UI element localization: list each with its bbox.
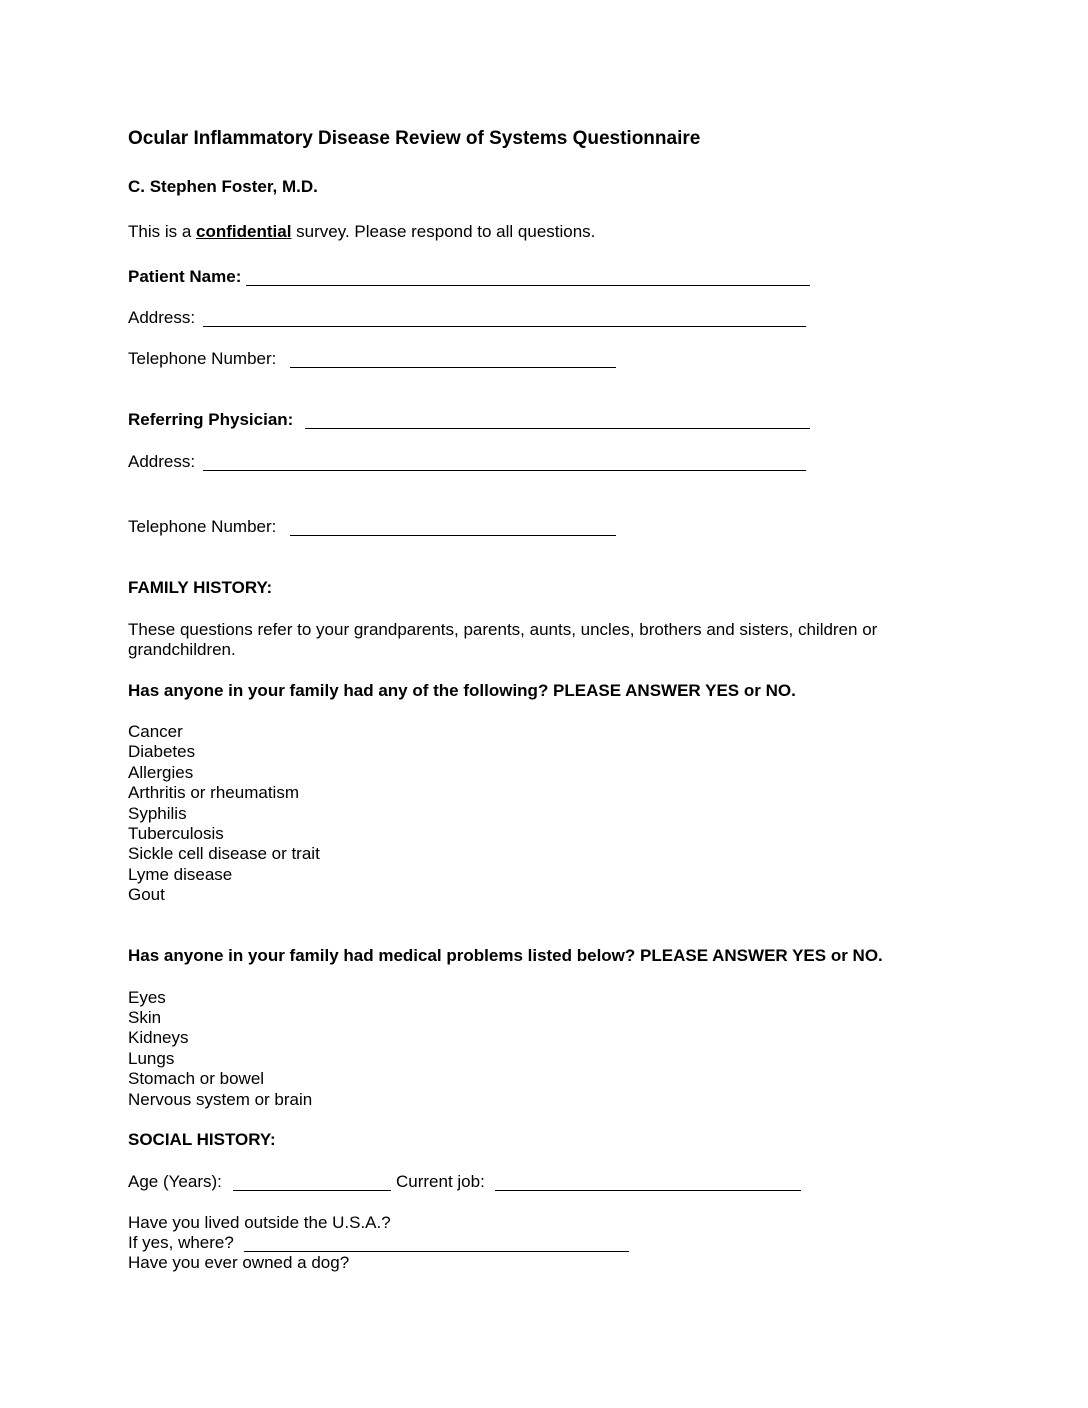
physician-address-label: Address:: [128, 452, 196, 471]
organ-item: Kidneys: [128, 1028, 189, 1047]
condition-item: Sickle cell disease or trait: [128, 844, 320, 863]
condition-item: Allergies: [128, 763, 194, 782]
patient-phone-label: Telephone Number:: [128, 349, 277, 368]
family-question-2: Has anyone in your family had medical problems listed below? PLEASE ANSWER YES or NO.: [128, 946, 883, 965]
author-name: C. Stephen Foster, M.D.: [128, 177, 318, 196]
patient-phone-field[interactable]: [290, 367, 616, 368]
job-label: Current job:: [396, 1172, 485, 1191]
physician-phone-label: Telephone Number:: [128, 517, 277, 536]
document-title: Ocular Inflammatory Disease Review of Systems Questionnaire: [128, 128, 701, 149]
physician-address-field[interactable]: [203, 470, 806, 471]
intro-after: survey. Please respond to all questions.: [291, 222, 596, 241]
job-field[interactable]: [495, 1190, 801, 1191]
intro-before: This is a: [128, 222, 197, 241]
age-field[interactable]: [233, 1190, 391, 1191]
intro-text: [128, 222, 595, 242]
organ-item: Eyes: [128, 988, 166, 1007]
organ-item: Nervous system or brain: [128, 1090, 313, 1109]
patient-address-label: Address:: [128, 308, 196, 327]
condition-item: Cancer: [128, 722, 183, 741]
condition-item: Syphilis: [128, 804, 187, 823]
condition-item: Tuberculosis: [128, 824, 224, 843]
where-label: If yes, where?: [128, 1233, 234, 1252]
patient-name-label: Patient Name:: [128, 267, 242, 286]
organ-item: Lungs: [128, 1049, 175, 1068]
intro-emphasis: confidential: [196, 222, 292, 241]
social-history-heading: SOCIAL HISTORY:: [128, 1130, 276, 1149]
condition-item: Lyme disease: [128, 865, 233, 884]
lived-outside-question: Have you lived outside the U.S.A.?: [128, 1213, 391, 1232]
age-label: Age (Years):: [128, 1172, 222, 1191]
physician-name-label: Referring Physician:: [128, 410, 294, 429]
patient-address-field[interactable]: [203, 326, 806, 327]
condition-item: Gout: [128, 885, 165, 904]
condition-item: Arthritis or rheumatism: [128, 783, 299, 802]
organ-item: Skin: [128, 1008, 162, 1027]
family-history-heading: FAMILY HISTORY:: [128, 578, 273, 597]
physician-name-field[interactable]: [305, 428, 810, 429]
dog-question: Have you ever owned a dog?: [128, 1253, 350, 1272]
physician-phone-field[interactable]: [290, 535, 616, 536]
family-history-description: These questions refer to your grandparents, parents, aunts, uncles, brothers and sisters, children or grandchildren.: [128, 620, 878, 659]
condition-item: Diabetes: [128, 742, 196, 761]
where-field[interactable]: [244, 1251, 629, 1252]
organ-item: Stomach or bowel: [128, 1069, 265, 1088]
family-question-1: Has anyone in your family had any of the following? PLEASE ANSWER YES or NO.: [128, 681, 796, 700]
patient-name-field[interactable]: [246, 285, 810, 286]
